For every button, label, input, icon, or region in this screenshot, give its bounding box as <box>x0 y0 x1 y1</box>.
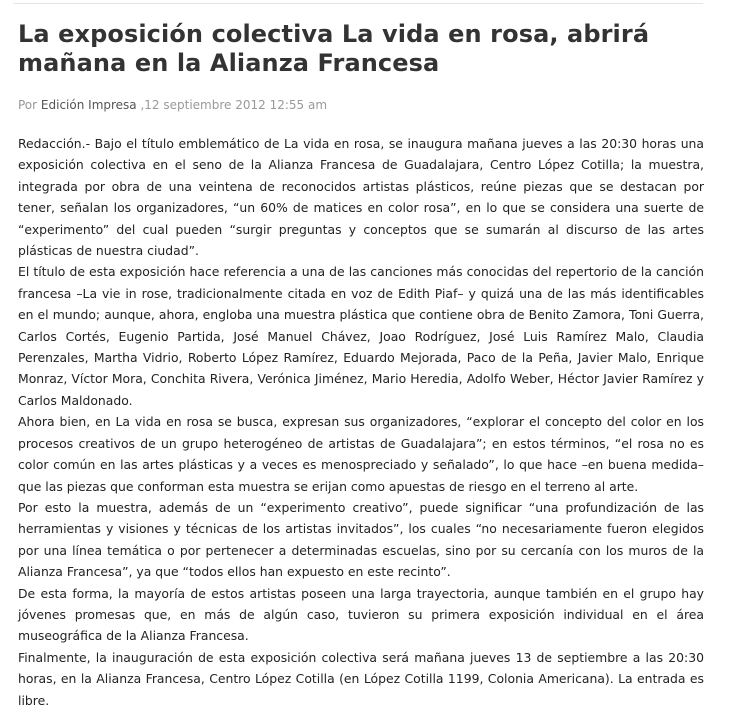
byline-prefix: Por <box>18 98 38 112</box>
article-paragraph-6: Finalmente, la inauguración de esta exposición colectiva será mañana jueves 13 de septiembre a las 20:30 horas, en la Alianza Francesa, Centro López Cotilla (en López Cotilla 1199, Colonia Americana). La entrada es libre. <box>18 649 704 708</box>
article <box>18 20 708 711</box>
article-paragraph-5: De esta forma, la mayoría de estos artistas poseen una larga trayectoria, aunque también en el grupo hay jóvenes promesas que, en más de algún caso, tuvieron su primera exposición individual en el área museográfica de la Alianza Francesa. <box>18 585 704 644</box>
top-divider <box>13 3 703 4</box>
article-paragraph-4: Por esto la muestra, además de un “experimento creativo”, puede significar “una profundización de las herramientas y visiones y técnicas de los artistas invitados”, los cuales “no necesariamente fueron elegidos por una línea temática o por pertenecer a determinadas escuelas, sino por su cercanía con los muros de la Alianza Francesa”, ya que “todos ellos han expuesto en este recinto”. <box>18 499 704 580</box>
article-body <box>18 133 704 711</box>
byline-author-link[interactable]: Edición Impresa <box>40 98 137 112</box>
byline <box>18 97 708 113</box>
article-paragraph-2: El título de esta exposición hace referencia a una de las canciones más conocidas del repertorio de la canción francesa –La vie in rose, tradicionalmente citada en voz de Edith Piaf– y quizá una de las más identificables en el mundo; aunque, ahora, engloba una muestra plástica que contiene obra de Benito Zamora, Toni Guerra, Carlos Cortés, Eugenio Partida, José Manuel Chávez, Joao Rodríguez, José Luis Ramírez Malo, Claudia Perenzales, Martha Vidrio, Roberto López Ramírez, Eduardo Mejorada, Paco de la Peña, Javier Malo, Enrique Monraz, Víctor Mora, Conchita Rivera, Verónica Jiménez, Mario Heredia, Adolfo Weber, Héctor Javier Ramírez y Carlos Maldonado. <box>18 264 704 408</box>
byline-date: ,12 septiembre 2012 12:55 am <box>140 98 328 112</box>
article-paragraph-3: Ahora bien, en La vida en rosa se busca, expresan sus organizadores, “explorar el concepto del color en los procesos creativos de un grupo heterogéneo de artistas de Guadalajara”; en estos términos, “el rosa no es color común en las artes plásticas y a veces es menospreciado y señalado”, lo que hace –en buena medida– que las piezas que conforman esta muestra se erijan como apuestas de riesgo en el terreno al arte. <box>18 414 704 494</box>
article-paragraph-1: Redacción.- Bajo el título emblemático de La vida en rosa, se inaugura mañana jueves a las 20:30 horas una exposición colectiva en el seno de la Alianza Francesa de Guadalajara, Centro López Cotilla; la muestra, integrada por obra de una veintena de reconocidos artistas plásticos, reúne piezas que se destacan por tener, señalan los organizadores, “un 60% de matices en color rosa”, en lo que se considera una suerte de “experimento” del cual pueden “surgir preguntas y conceptos que se sumarán al discurso de las artes plásticas de nuestra ciudad”. <box>18 136 704 259</box>
article-title: La exposición colectiva La vida en rosa, abrirá mañana en la Alianza Francesa <box>18 20 650 77</box>
